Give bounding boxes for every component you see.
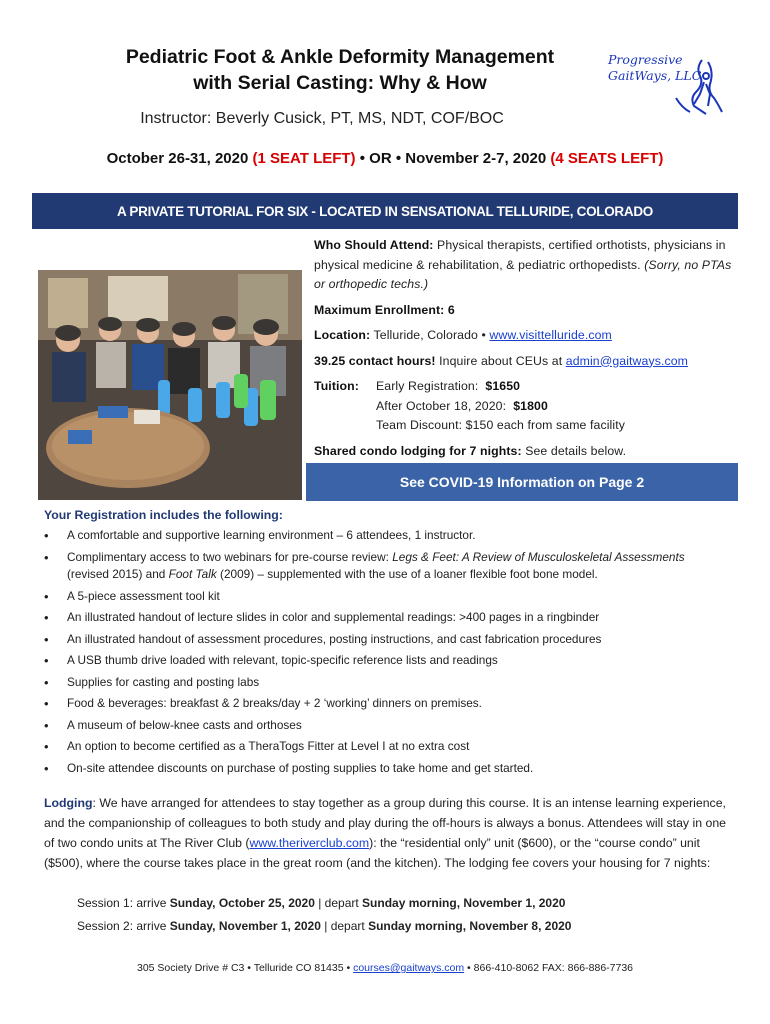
registration-heading: Your Registration includes the following: bbox=[44, 508, 283, 522]
who-should-attend bbox=[314, 236, 734, 295]
instructor-line: Instructor: Beverly Cusick, PT, MS, NDT, COF/BOC bbox=[140, 110, 504, 127]
list-item: • A museum of below-knee casts and orthoses bbox=[44, 717, 302, 733]
webinar-mid: (revised 2015) and bbox=[67, 567, 166, 581]
list-item: • A USB thumb drive loaded with relevant, topic-specific reference lists and readings bbox=[44, 653, 498, 668]
logo-line-1: Progressive bbox=[608, 52, 683, 67]
riverclub-link[interactable]: www.theriverclub.com bbox=[249, 836, 370, 850]
logo-line-2: GaitWays, LLC bbox=[608, 68, 702, 83]
list-item: • Food & beverages: breakfast & 2 breaks/day + 2 ‘working’ dinners on premises. bbox=[44, 696, 482, 711]
webinar-pre: Complimentary access to two webinars for pre-course review: bbox=[67, 549, 389, 564]
max-enrollment bbox=[314, 301, 734, 321]
enrollment-text: Maximum Enrollment: 6 bbox=[314, 302, 455, 317]
page-title bbox=[70, 44, 610, 96]
webinar-title-2: Foot Talk bbox=[168, 567, 217, 581]
registration-list bbox=[44, 527, 734, 781]
lodging-text-1: : We have arranged for attendees to stay together as a group during this course. It is an intense learning experience, and the companionship of colleagues to both study and play during the off-hours is always a bonus. Attendees will stay in one of two condo units at The River Club ( bbox=[44, 796, 727, 850]
session-2-mid: | depart bbox=[320, 919, 369, 933]
tuition-block bbox=[314, 377, 734, 436]
tuition-early bbox=[376, 377, 625, 397]
course-details bbox=[314, 236, 734, 467]
list-item-text: A USB thumb drive loaded with relevant, topic-specific reference lists and readings bbox=[67, 653, 498, 667]
list-item: • On-site attendee discounts on purchase of posting supplies to take home and get started. bbox=[44, 760, 534, 776]
list-item: • A 5-piece assessment tool kit bbox=[44, 588, 220, 604]
list-item-text: A museum of below-knee casts and orthoses bbox=[67, 717, 302, 732]
after-label: After October 18, 2020: bbox=[376, 398, 507, 413]
list-item: • Complimentary access to two webinars for pre-course review: Legs & Feet: A Review of Musculoskeletal Assessments (revised 2015) and Foot Talk (2009) – supplemented with the use of a loaner flexible foot bone model. bbox=[44, 549, 685, 581]
company-logo bbox=[598, 44, 726, 116]
session-1-pre: Session 1: arrive bbox=[77, 896, 170, 910]
list-item-text: An option to become certified as a TheraTogs Fitter at Level I at no extra cost bbox=[67, 739, 470, 753]
session-1-mid: | depart bbox=[314, 896, 363, 910]
session-1-info bbox=[77, 896, 565, 910]
who-note: (Sorry, no PTAs or orthopedic techs.) bbox=[314, 257, 732, 291]
list-item: • Supplies for casting and posting labs bbox=[44, 674, 260, 690]
tuition-after bbox=[376, 397, 625, 417]
list-item-text: A comfortable and supportive learning environment – 6 attendees, 1 instructor. bbox=[67, 528, 476, 542]
session-2-arrive: Sunday, November 1, 2020 bbox=[169, 919, 321, 933]
list-item-text: A 5-piece assessment tool kit bbox=[67, 588, 220, 603]
footer-address: 305 Society Drive # C3 • Telluride CO 81435 • bbox=[136, 962, 351, 974]
title-line-1: Pediatric Foot & Ankle Deformity Management bbox=[125, 46, 555, 68]
session-2-info bbox=[77, 919, 571, 933]
condo-lodging bbox=[314, 442, 734, 462]
session-2-pre: Session 2: arrive bbox=[77, 919, 170, 933]
tutorial-banner: A PRIVATE TUTORIAL FOR SIX - LOCATED IN SENSATIONAL TELLURIDE, COLORADO bbox=[32, 193, 738, 229]
session-1-seats: (1 SEAT LEFT) bbox=[252, 150, 356, 167]
lodging-label: Lodging bbox=[44, 796, 93, 810]
location-label: Location: bbox=[314, 328, 371, 342]
contact-hours bbox=[314, 352, 734, 372]
session-2-seats: (4 SEATS LEFT) bbox=[550, 150, 664, 167]
footer-phone: • 866-410-8062 FAX: 866-886-7736 bbox=[467, 962, 634, 974]
list-item-text: An illustrated handout of lecture slides in color and supplemental readings: >400 pages in a ringbinder bbox=[67, 610, 600, 624]
group-photo bbox=[38, 270, 302, 500]
list-item: • An illustrated handout of lecture slides in color and supplemental readings: >400 pages in a ringbinder bbox=[44, 610, 600, 625]
location-text: Telluride, Colorado • bbox=[373, 328, 486, 342]
early-price: $1650 bbox=[485, 379, 521, 393]
footer-contact bbox=[0, 962, 770, 974]
lodging-paragraph bbox=[44, 793, 734, 873]
location bbox=[314, 326, 734, 346]
list-item-text: An illustrated handout of assessment procedures, posting instructions, and cast fabrication procedures bbox=[67, 631, 602, 646]
after-price: $1800 bbox=[513, 398, 548, 413]
tuition-team: Team Discount: $150 each from same facility bbox=[376, 418, 625, 432]
session-1-date: October 26-31, 2020 bbox=[106, 150, 249, 167]
walking-figure-icon bbox=[658, 58, 724, 116]
list-item-text: On-site attendee discounts on purchase of posting supplies to take home and get started. bbox=[67, 760, 534, 775]
who-text: Physical therapists, certified orthotists, physicians in physical medicine & rehabilitation, & pediatric orthopedists. bbox=[314, 238, 726, 272]
who-label: Who Should Attend: bbox=[314, 238, 434, 252]
telluride-link[interactable]: www.visittelluride.com bbox=[489, 328, 612, 342]
hours-text: Inquire about CEUs at bbox=[439, 353, 563, 368]
covid-info-button[interactable]: See COVID-19 Information on Page 2 bbox=[306, 463, 738, 501]
admin-email-link[interactable]: admin@gaitways.com bbox=[565, 353, 689, 368]
list-item: • An illustrated handout of assessment procedures, posting instructions, and cast fabrication procedures bbox=[44, 631, 602, 647]
hours-label: 39.25 contact hours! bbox=[314, 353, 436, 368]
list-item-text: Food & beverages: breakfast & 2 breaks/day + 2 ‘working’ dinners on premises. bbox=[67, 696, 482, 710]
session-2-depart: Sunday morning, November 8, 2020 bbox=[368, 919, 572, 933]
courses-email-link[interactable]: courses@gaitways.com bbox=[353, 962, 465, 974]
condo-text: See details below. bbox=[525, 443, 627, 458]
list-item: • A comfortable and supportive learning environment – 6 attendees, 1 instructor. bbox=[44, 528, 476, 543]
early-label: Early Registration: bbox=[376, 379, 479, 393]
session-1-arrive: Sunday, October 25, 2020 bbox=[169, 896, 315, 910]
list-item: • An option to become certified as a TheraTogs Fitter at Level I at no extra cost bbox=[44, 739, 470, 754]
webinar-post: (2009) – supplemented with the use of a loaner flexible foot bone model. bbox=[220, 567, 598, 581]
dates-separator: • OR • bbox=[359, 150, 402, 167]
condo-label: Shared condo lodging for 7 nights: bbox=[314, 443, 522, 458]
course-dates bbox=[0, 150, 770, 167]
webinar-title-1: Legs & Feet: A Review of Musculoskeletal Assessments bbox=[392, 549, 685, 564]
list-item-text: Supplies for casting and posting labs bbox=[67, 674, 260, 689]
session-1-depart: Sunday morning, November 1, 2020 bbox=[362, 896, 566, 910]
title-line-2: with Serial Casting: Why & How bbox=[193, 72, 487, 94]
lodging-text-2: ): the “residential only” unit ($600), or the “course condo” unit ($500), where the course takes place in the great room (and the kitchen). The lodging fee covers your housing for 7 nights: bbox=[44, 836, 711, 870]
session-2-date: November 2-7, 2020 bbox=[405, 150, 547, 167]
tuition-label: Tuition: bbox=[314, 379, 359, 393]
